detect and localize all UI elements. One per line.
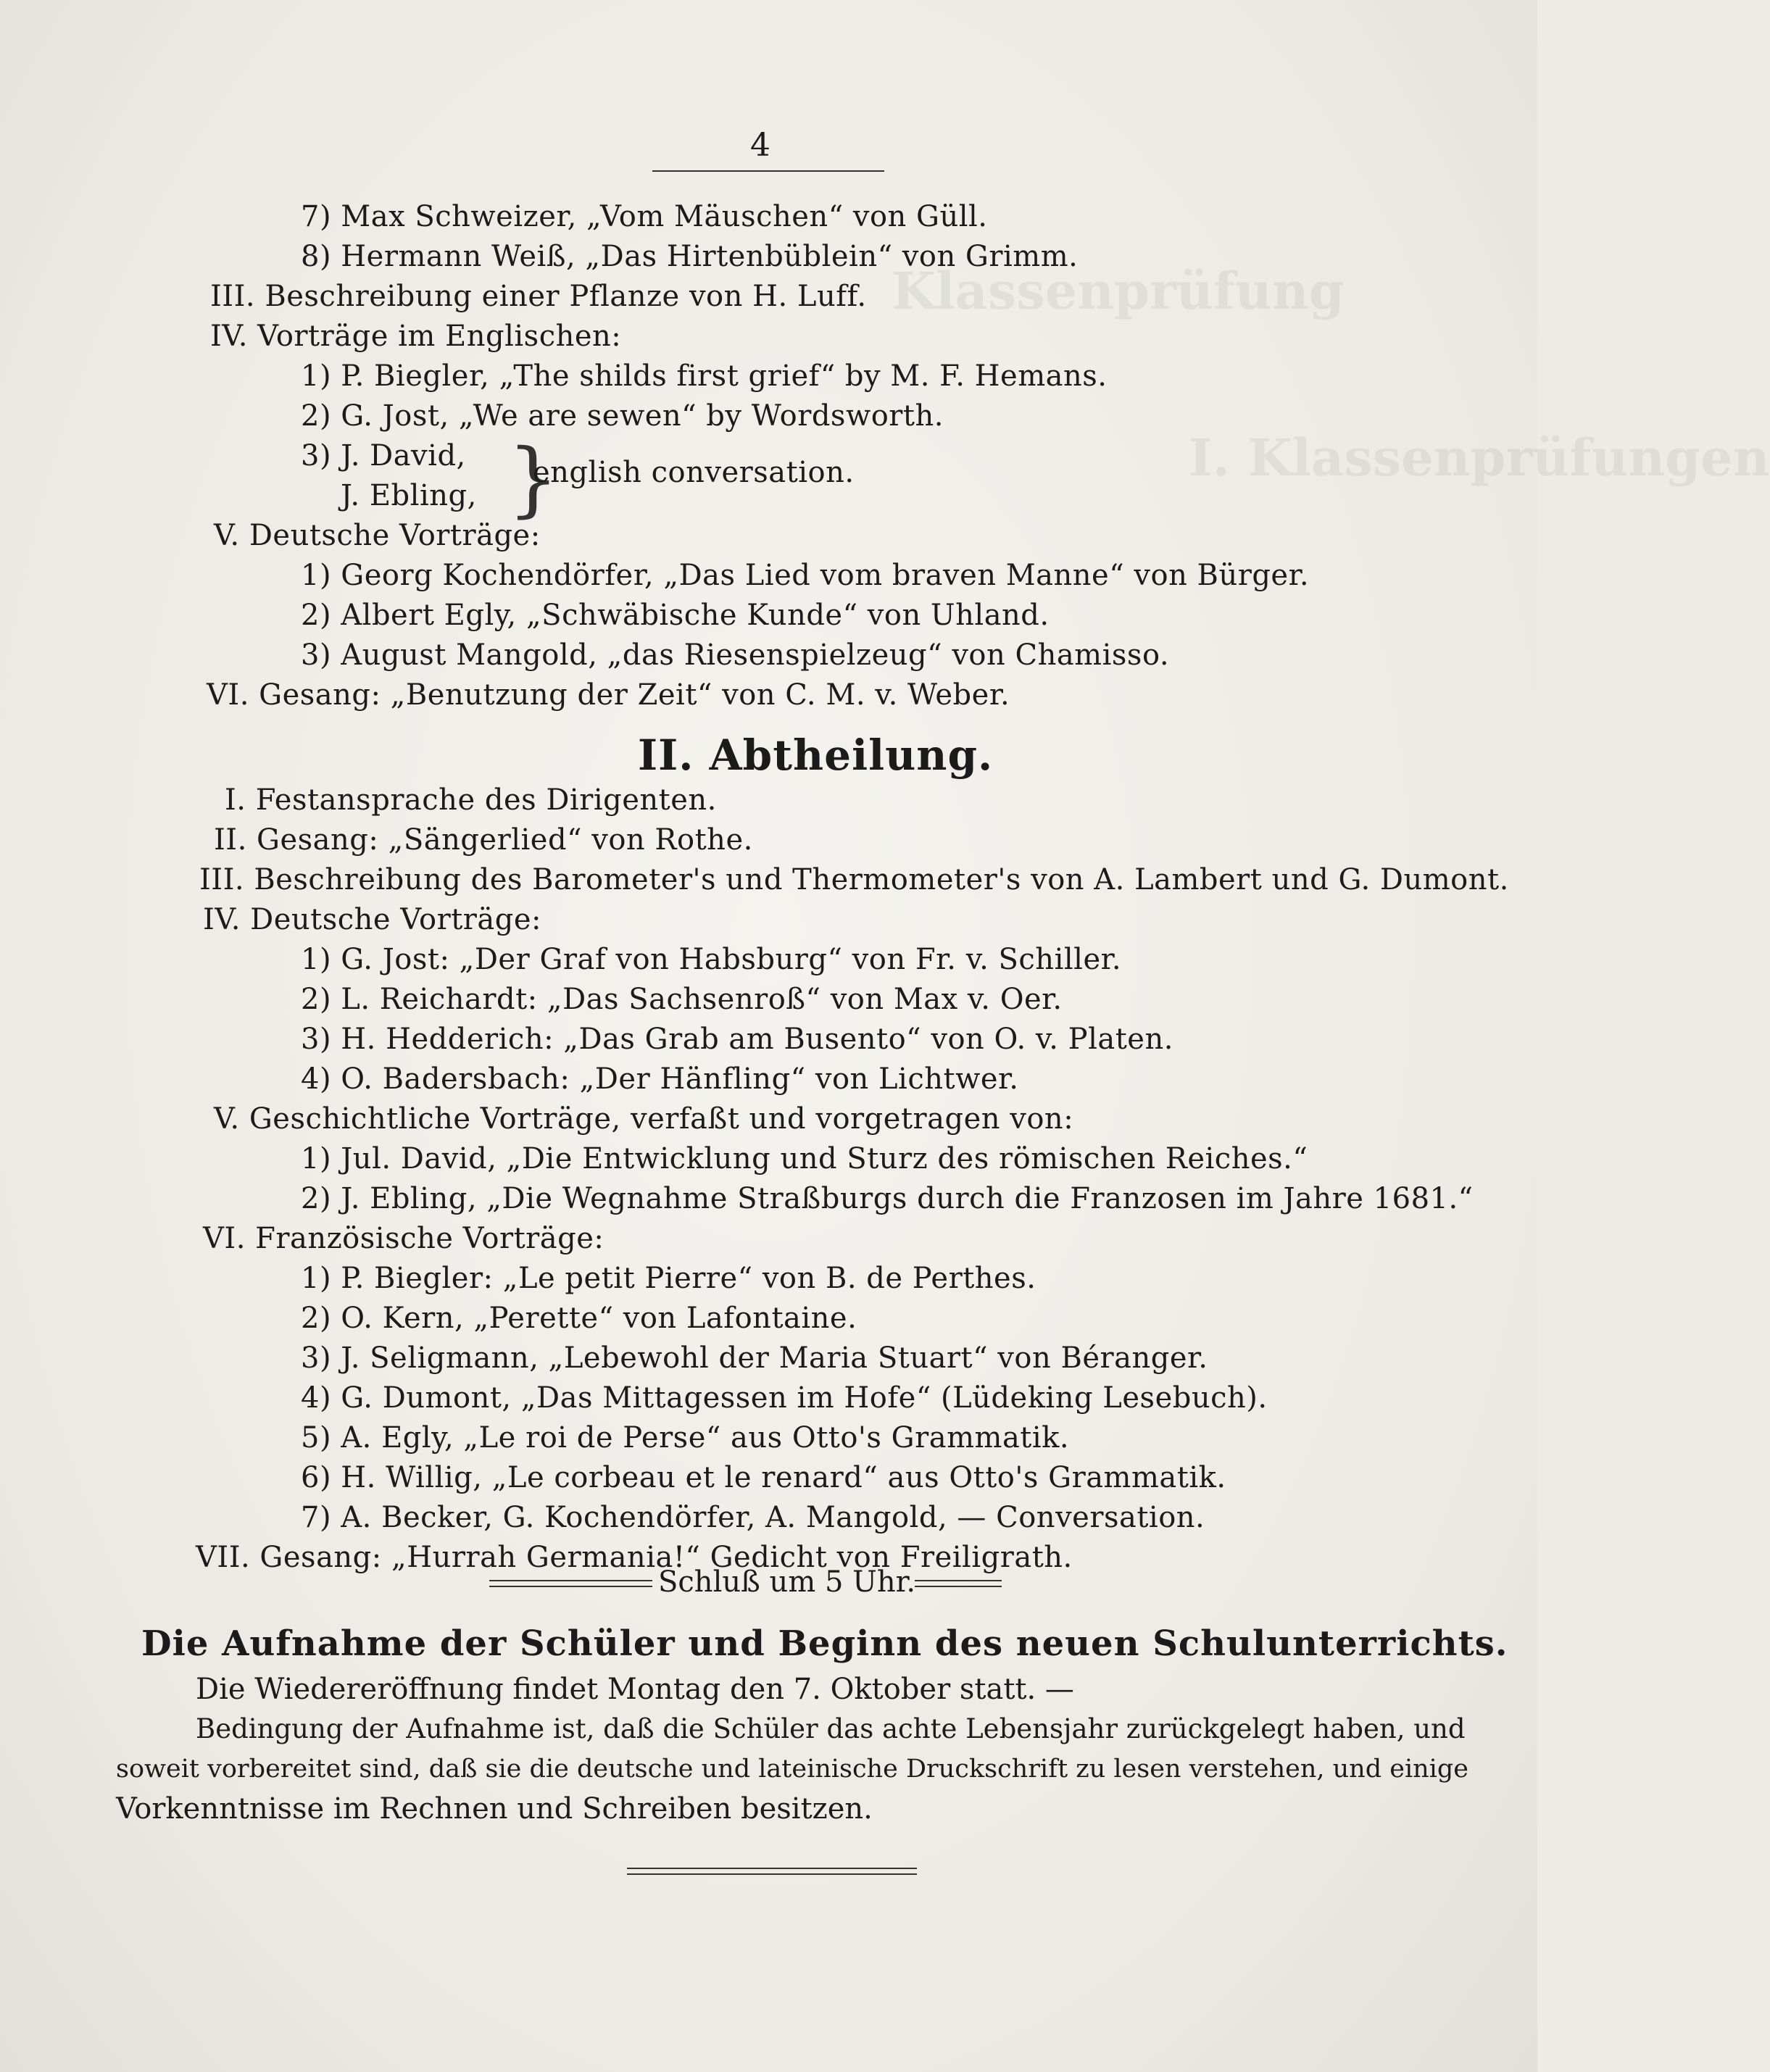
list-item: III. Beschreibung des Barometer's und Thermometer's von A. Lambert und G. Dumont. <box>199 863 1509 896</box>
list-item: V. Geschichtliche Vorträge, verfaßt und vorgetragen von: <box>214 1102 1074 1136</box>
list-item: 4) G. Dumont, „Das Mittagessen im Hofe“ (Lüdeking Lesebuch). <box>301 1381 1268 1415</box>
list-item: II. Gesang: „Sängerlied“ von Rothe. <box>214 823 753 857</box>
list-item: VI. Gesang: „Benutzung der Zeit“ von C. M. v. Weber. <box>207 678 1010 712</box>
list-item: 4) O. Badersbach: „Der Hänfling“ von Lichtwer. <box>301 1062 1019 1096</box>
admission-line: soweit vorbereitet sind, daß sie die deutsche und lateinische Druckschrift zu lesen verstehen, und einige <box>116 1755 1468 1784</box>
bleed-through-heading: Klassenprüfung <box>892 261 1345 321</box>
admission-line: Vorkenntnisse im Rechnen und Schreiben besitzen. <box>116 1792 873 1826</box>
list-item: 1) P. Biegler: „Le petit Pierre“ von B. de Perthes. <box>301 1262 1036 1295</box>
list-item: IV. Vorträge im Englischen: <box>210 320 622 353</box>
list-item: VI. Französische Vorträge: <box>203 1222 604 1255</box>
list-item: 2) Albert Egly, „Schwäbische Kunde“ von Uhland. <box>301 599 1050 632</box>
list-item: 2) G. Jost, „We are sewen“ by Wordsworth. <box>301 399 944 433</box>
list-item: 1) P. Biegler, „The shilds first grief“ by M. F. Hemans. <box>301 359 1108 393</box>
list-item: IV. Deutsche Vorträge: <box>203 903 541 936</box>
list-item: 7) Max Schweizer, „Vom Mäuschen“ von Güll. <box>301 200 988 233</box>
list-item: 7) A. Becker, G. Kochendörfer, A. Mangold, — Conversation. <box>301 1501 1205 1534</box>
list-item: 1) Georg Kochendörfer, „Das Lied vom braven Manne“ von Bürger. <box>301 559 1310 592</box>
closing-rule-left <box>489 1580 652 1587</box>
list-item: VII. Gesang: „Hurrah Germania!“ Gedicht von Freiligrath. <box>196 1541 1073 1574</box>
list-item: 1) G. Jost: „Der Graf von Habsburg“ von Fr. v. Schiller. <box>301 943 1122 976</box>
admission-heading: Die Aufnahme der Schüler und Beginn des neuen Schulunterrichts. <box>141 1623 1508 1664</box>
list-item: 5) A. Egly, „Le roi de Perse“ aus Otto's Grammatik. <box>301 1421 1070 1455</box>
brace-glyph: } <box>507 432 560 526</box>
list-item: 2) J. Ebling, „Die Wegnahme Straßburgs durch die Franzosen im Jahre 1681.“ <box>301 1182 1474 1215</box>
admission-line: Die Wiedereröffnung findet Montag den 7. Oktober statt. — <box>196 1673 1074 1706</box>
page-number: 4 <box>750 127 770 164</box>
list-item: 2) O. Kern, „Perette“ von Lafontaine. <box>301 1302 857 1335</box>
list-item: 1) Jul. David, „Die Entwicklung und Sturz des römischen Reiches.“ <box>301 1142 1308 1176</box>
list-item: 8) Hermann Weiß, „Das Hirtenbüblein“ von Grimm. <box>301 240 1079 273</box>
list-item: 3) J. David, <box>301 439 466 473</box>
list-item: V. Deutsche Vorträge: <box>214 519 541 552</box>
bottom-rule <box>627 1868 917 1875</box>
list-item: III. Beschreibung einer Pflanze von H. Luff. <box>210 280 867 313</box>
top-rule <box>652 170 884 172</box>
list-item: 3) August Mangold, „das Riesenspielzeug“ von Chamisso. <box>301 638 1170 672</box>
list-item: english conversation. <box>533 456 855 489</box>
list-item: J. Ebling, <box>341 479 477 512</box>
closing-line: Schluß um 5 Uhr. <box>658 1565 916 1599</box>
section-heading: II. Abtheilung. <box>638 731 994 780</box>
list-item: 2) L. Reichardt: „Das Sachsenroß“ von Max v. Oer. <box>301 983 1063 1016</box>
bleed-through-heading-2: I. Klassenprüfungen <box>1189 428 1770 488</box>
list-item: I. Festansprache des Dirigenten. <box>225 783 717 817</box>
admission-line: Bedingung der Aufnahme ist, daß die Schüler das achte Lebensjahr zurückgelegt haben, und <box>196 1713 1466 1744</box>
list-item: 6) H. Willig, „Le corbeau et le renard“ aus Otto's Grammatik. <box>301 1461 1226 1494</box>
list-item: 3) J. Seligmann, „Lebewohl der Maria Stuart“ von Béranger. <box>301 1341 1208 1375</box>
closing-rule-right <box>915 1580 1002 1587</box>
list-item: 3) H. Hedderich: „Das Grab am Busento“ von O. v. Platen. <box>301 1023 1173 1056</box>
